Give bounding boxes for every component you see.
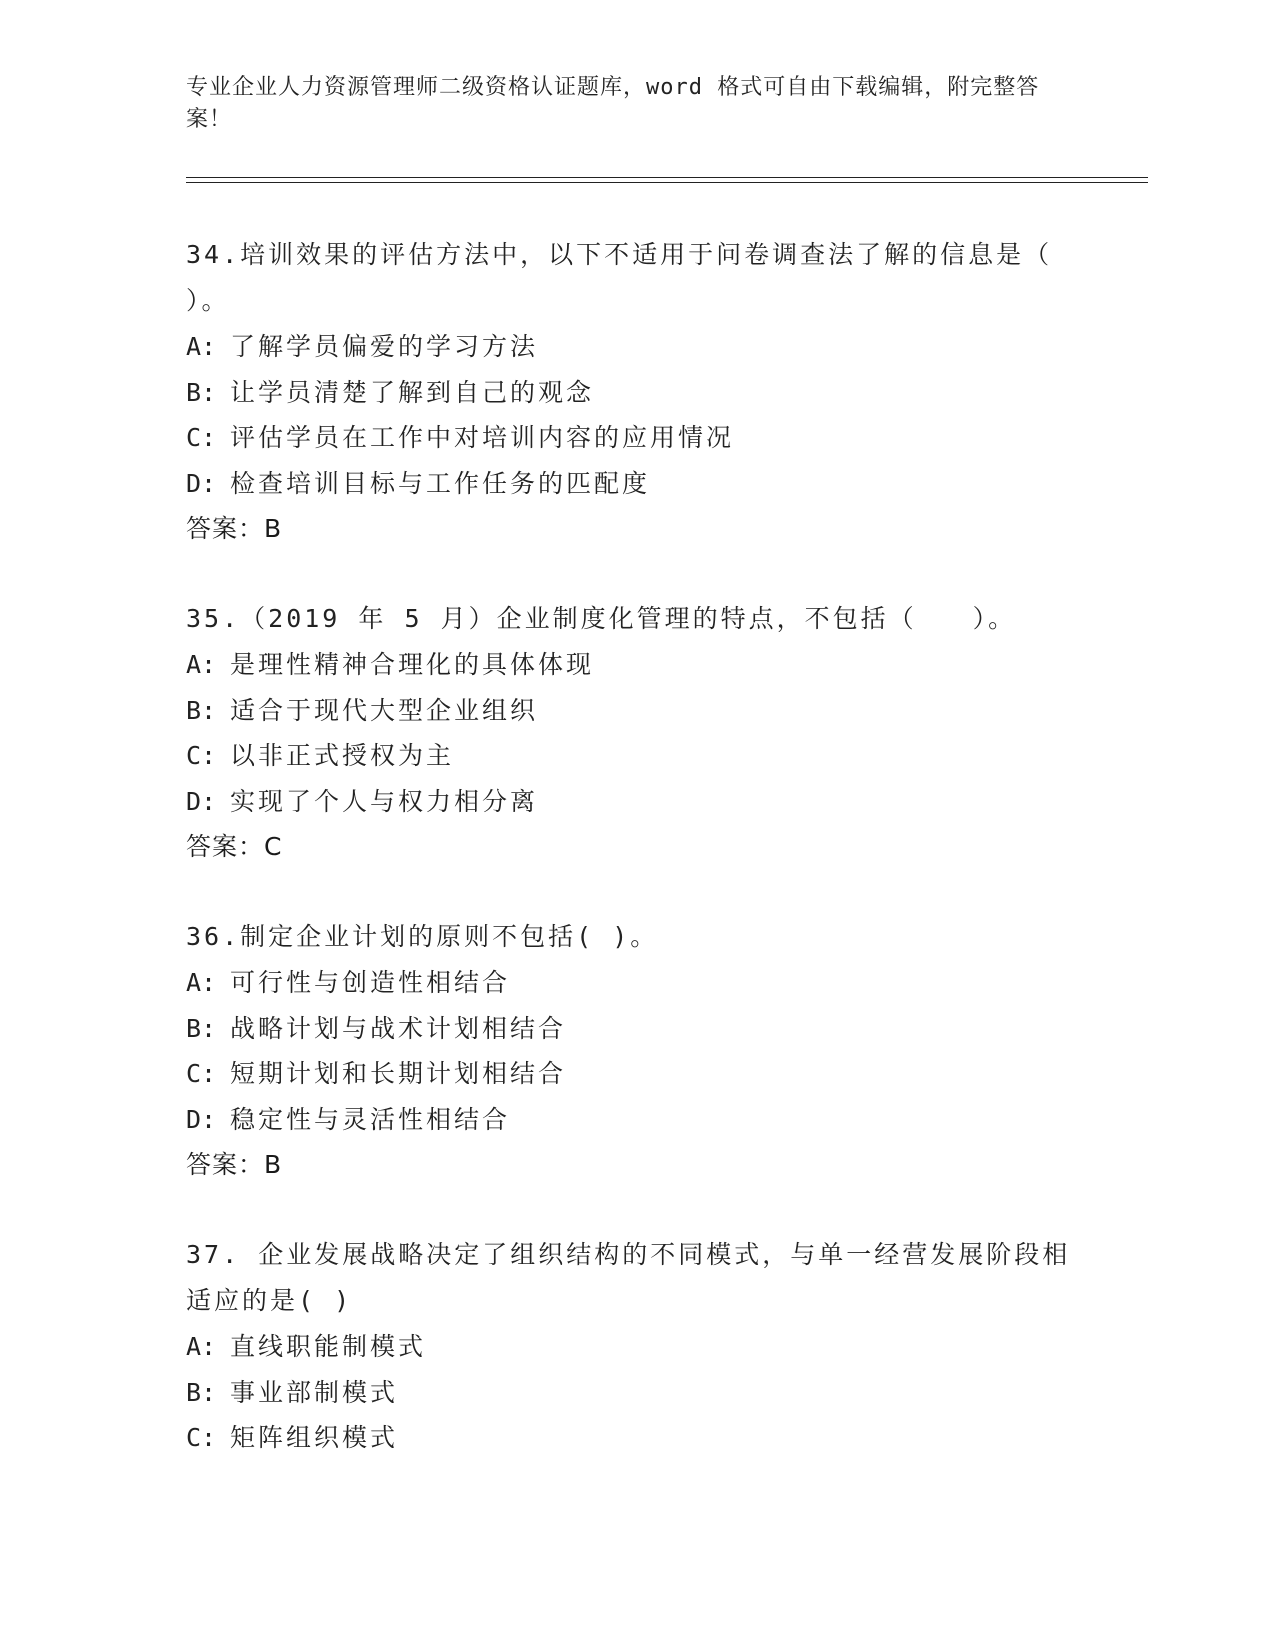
question-36 <box>186 914 1086 1188</box>
option-text: 让学员清楚了解到自己的观念 <box>230 377 595 407</box>
option-a <box>186 642 1086 688</box>
option-key: A: <box>186 332 217 361</box>
option-b <box>186 1370 1086 1416</box>
option-a <box>186 960 1086 1006</box>
option-text: 矩阵组织模式 <box>230 1423 399 1452</box>
question-35 <box>186 596 1086 870</box>
option-key: B: <box>186 377 217 407</box>
question-stem: 36.制定企业计划的原则不包括( )。 <box>186 922 659 951</box>
option-key: C: <box>186 741 217 770</box>
option-text: 评估学员在工作中对培训内容的应用情况 <box>230 423 735 452</box>
option-c <box>186 1415 1086 1461</box>
option-text: 战略计划与战术计划相结合 <box>230 1013 567 1043</box>
option-key: C: <box>186 423 217 452</box>
option-key: B: <box>186 1377 217 1407</box>
option-key: D: <box>186 786 217 816</box>
option-c <box>186 1051 1086 1097</box>
question-stem: 35.（2019 年 5 月）企业制度化管理的特点，不包括（ ）。 <box>186 604 1017 633</box>
option-key: D: <box>186 468 217 498</box>
option-key: C: <box>186 1423 217 1452</box>
question-stem: 37. 企业发展战略决定了组织结构的不同模式，与单一经营发展阶段相适应的是( ) <box>186 1240 1071 1315</box>
option-text: 直线职能制模式 <box>230 1332 427 1361</box>
option-text: 短期计划和长期计划相结合 <box>230 1059 567 1088</box>
option-d <box>186 1097 1086 1143</box>
header-divider-line <box>186 177 1148 178</box>
option-text: 实现了个人与权力相分离 <box>230 786 539 816</box>
option-text: 适合于现代大型企业组织 <box>230 695 539 725</box>
document-header: 专业企业人力资源管理师二级资格认证题库，word 格式可自由下载编辑，附完整答案！ <box>186 75 1040 132</box>
option-text: 可行性与创造性相结合 <box>230 968 511 997</box>
option-text: 以非正式授权为主 <box>230 741 455 770</box>
option-d <box>186 779 1086 825</box>
option-text: 了解学员偏爱的学习方法 <box>230 332 539 361</box>
option-text: 是理性精神合理化的具体体现 <box>230 650 595 679</box>
question-34 <box>186 232 1086 552</box>
option-key: D: <box>186 1104 217 1134</box>
option-b <box>186 370 1086 416</box>
option-key: A: <box>186 1332 217 1361</box>
option-key: A: <box>186 650 217 679</box>
option-key: B: <box>186 695 217 725</box>
answer-label: 答案：B <box>186 514 283 543</box>
option-a <box>186 1324 1086 1370</box>
option-c <box>186 415 1086 461</box>
option-text: 事业部制模式 <box>230 1377 399 1407</box>
option-b <box>186 1006 1086 1052</box>
option-a <box>186 324 1086 370</box>
option-key: B: <box>186 1013 217 1043</box>
header-divider-line-secondary <box>186 182 1148 183</box>
option-text: 检查培训目标与工作任务的匹配度 <box>230 468 651 498</box>
answer-label: 答案：B <box>186 1150 283 1179</box>
question-37 <box>186 1232 1086 1461</box>
answer-label: 答案：C <box>186 832 283 861</box>
option-d <box>186 461 1086 507</box>
option-text: 稳定性与灵活性相结合 <box>230 1104 511 1134</box>
option-key: A: <box>186 968 217 997</box>
option-c <box>186 733 1086 779</box>
option-b <box>186 688 1086 734</box>
question-stem: 34.培训效果的评估方法中，以下不适用于问卷调查法了解的信息是（ ）。 <box>186 240 1053 315</box>
option-key: C: <box>186 1059 217 1088</box>
